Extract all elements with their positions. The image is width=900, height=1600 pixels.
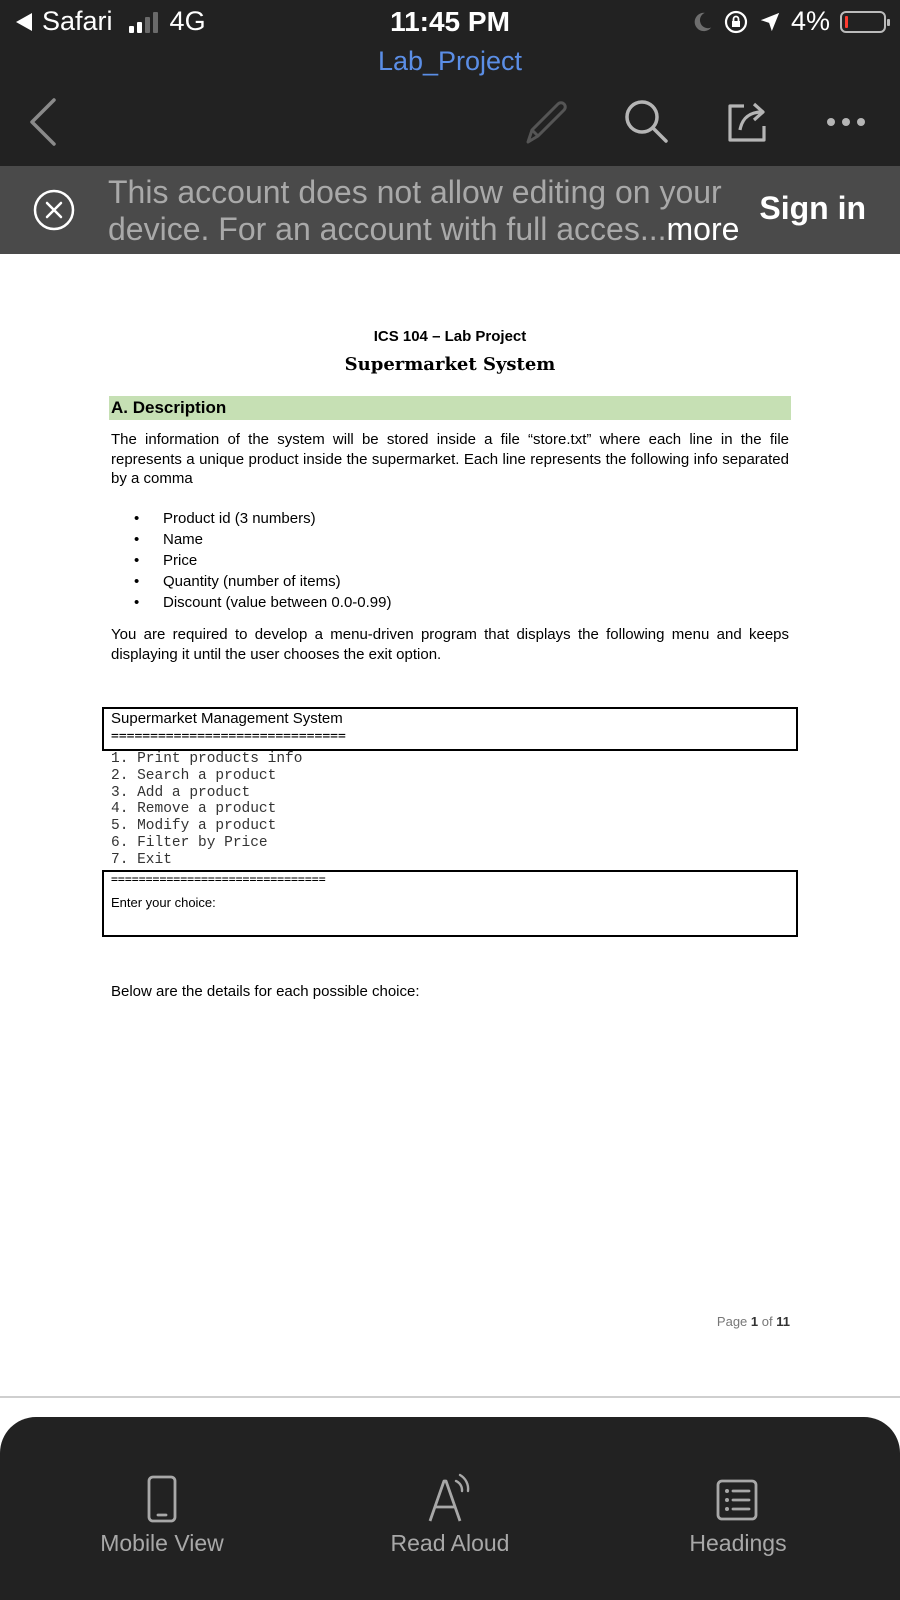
mobile-view-label: Mobile View: [100, 1530, 224, 1556]
list-item: • Discount (value between 0.0-0.99): [134, 592, 391, 613]
headings-label: Headings: [689, 1530, 787, 1556]
close-icon[interactable]: [32, 188, 76, 232]
choice-prompt: Enter your choice:: [111, 895, 216, 910]
page-divider: [0, 1396, 900, 1398]
menu-header-box: [102, 707, 798, 751]
page-label: Page: [716, 1314, 748, 1329]
menu-rule-bottom: ===============================: [111, 872, 326, 886]
field-list: [134, 508, 391, 613]
menu-item: 4. Remove a product: [111, 801, 277, 818]
moon-icon: [691, 11, 713, 33]
document-page[interactable]: [0, 254, 900, 1396]
menu-item: 5. Modify a product: [111, 818, 277, 835]
phone-icon: [134, 1473, 190, 1529]
course-title: ICS 104 – Lab Project: [373, 328, 527, 345]
list-item: • Product id (3 numbers): [134, 508, 391, 529]
menu-item: 7. Exit: [111, 851, 172, 868]
list-item: • Quantity (number of items): [134, 571, 391, 592]
location-icon: [759, 11, 781, 33]
banner-message: [108, 174, 748, 248]
top-chrome: [0, 0, 900, 166]
clock: 11:45 PM: [390, 6, 510, 37]
status-right: [691, 6, 886, 37]
details-intro: Below are the details for each possible choice:: [111, 983, 420, 1000]
battery-percent: 4%: [790, 6, 830, 36]
menu-rule-top: ==============================: [111, 729, 346, 744]
back-app-label: Safari: [42, 6, 113, 36]
section-heading: [109, 396, 791, 420]
more-icon[interactable]: [818, 94, 874, 150]
sign-in-button[interactable]: Sign in: [759, 190, 866, 226]
menu-item: 2. Search a product: [111, 767, 277, 784]
account-banner: [0, 166, 900, 254]
menu-options: [111, 751, 302, 869]
page-total: 11: [776, 1314, 790, 1329]
page-number: [717, 1314, 790, 1329]
read-aloud-button[interactable]: [300, 1417, 600, 1600]
chevron-left-icon[interactable]: [16, 94, 72, 150]
headings-button[interactable]: [588, 1417, 888, 1600]
search-icon[interactable]: [618, 94, 674, 150]
page-of: of: [761, 1314, 773, 1329]
menu-item: 6. Filter by Price: [111, 834, 268, 851]
pencil-icon[interactable]: [518, 94, 574, 150]
read-aloud-icon: [422, 1473, 478, 1529]
mobile-view-button[interactable]: [12, 1417, 312, 1600]
menu-item: 3. Add a product: [111, 784, 251, 801]
rotation-lock-icon: [723, 9, 749, 35]
battery-icon: [840, 11, 886, 33]
requirement-paragraph: You are required to develop a menu-driven program that displays the following menu and keeps displaying it until the user chooses the exit option.: [111, 626, 789, 663]
intro-paragraph: The information of the system will be stored inside a file “store.txt” where each line in the file represents a unique product inside the supermarket. Each line represents the following info separated by a comma: [111, 431, 789, 487]
project-title: Supermarket System: [344, 354, 556, 375]
status-bar: [0, 0, 900, 46]
network-label: 4G: [169, 6, 206, 36]
headings-icon: [710, 1473, 766, 1529]
menu-footer-box: [102, 870, 798, 937]
share-icon[interactable]: [718, 94, 774, 150]
document-title: Lab_Project: [377, 46, 523, 76]
list-item: • Price: [134, 550, 391, 571]
list-item: • Name: [134, 529, 391, 550]
toolbar: [0, 86, 900, 156]
banner-message-line1: This account does not allow editing on your: [108, 174, 722, 210]
section-heading-text: A. Description: [111, 398, 227, 417]
banner-message-line2: device. For an account with full acces...: [108, 211, 667, 247]
bottom-action-bar: [0, 1417, 900, 1600]
menu-title: Supermarket Management System: [111, 710, 343, 727]
page-current: 1: [750, 1314, 759, 1329]
menu-item: 1. Print products info: [111, 751, 303, 767]
banner-more-link[interactable]: more: [666, 211, 740, 247]
read-aloud-label: Read Aloud: [390, 1530, 510, 1556]
